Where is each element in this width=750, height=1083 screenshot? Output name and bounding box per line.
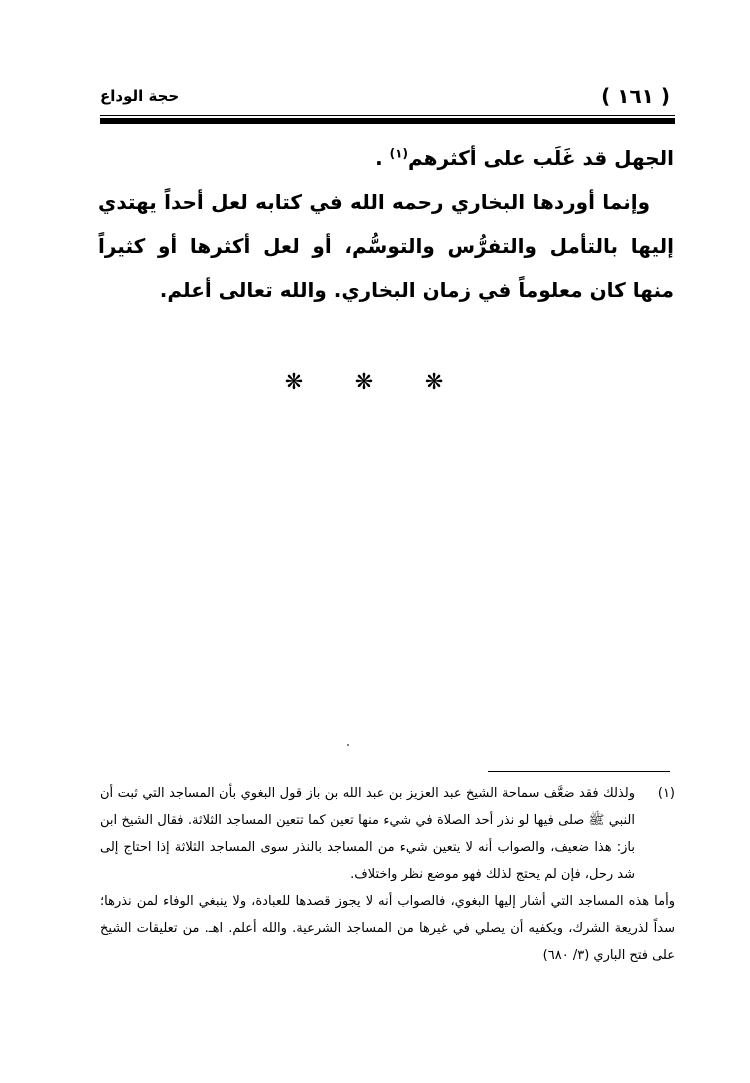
paragraph-1-end: . bbox=[375, 146, 390, 170]
footnote-marker: (١) bbox=[657, 786, 675, 801]
main-text bbox=[98, 136, 674, 312]
footnote-1-text: ولذلك فقد ضعَّف سماحة الشيخ عبد العزيز بن عبد الله بن باز قول البغوي بأن المساجد التي ثبت أن النبي ﷺ صلى فيها لو نذر أحد الصلاة في شيء منها تعين كما تتعين المساجد الثلاثة. فقال الشيخ ابن باز: هذا ضعيف، والصواب أنه لا يتعين شيء من المساجد بالنذر سوى المساجد الثلاثة إذا احتاج إلى شد رحل، فإن لم يحتج لذلك فهو موضع نظر واختلاف. bbox=[100, 786, 635, 882]
paragraph-2: وإنما أوردها البخاري رحمه الله في كتابه لعل أحداً يهتدي إليها بالتأمل والتفرُّس والتوسُّم، أو لعل أكثرها أو كثيراً منها كان معلوماً في زمان البخاري. والله تعالى أعلم. bbox=[98, 190, 674, 302]
page-number: ( ١٦١ ) bbox=[601, 84, 670, 108]
page-center-mark bbox=[347, 744, 349, 746]
header-rule-thin bbox=[100, 115, 675, 116]
footnotes bbox=[100, 780, 675, 969]
footnote-1 bbox=[100, 780, 675, 888]
section-separator: ❋ ❋ ❋ bbox=[284, 370, 466, 395]
footnote-reference: (١) bbox=[389, 146, 408, 161]
footnote-1-continuation: وأما هذه المساجد التي أشار إليها البغوي، فالصواب أنه لا يجوز قصدها للعبادة، ولا ينبغي الوفاء لمن نذرها؛ سداً لذريعة الشرك، ويكفيه أن يصلي في غيرها من المساجد الشرعية. والله أعلم. اهـ. من تعليقات الشيخ على فتح الباري (٣/ ٦٨٠) bbox=[100, 894, 675, 963]
running-title: حجة الوداع bbox=[100, 87, 180, 105]
paragraph-1-text: الجهل قد غَلَب على أكثرهم bbox=[407, 146, 674, 170]
header-rule-thick bbox=[100, 118, 675, 124]
paragraph-1 bbox=[98, 136, 674, 180]
footnote-rule bbox=[488, 771, 670, 772]
page-header bbox=[100, 82, 670, 112]
